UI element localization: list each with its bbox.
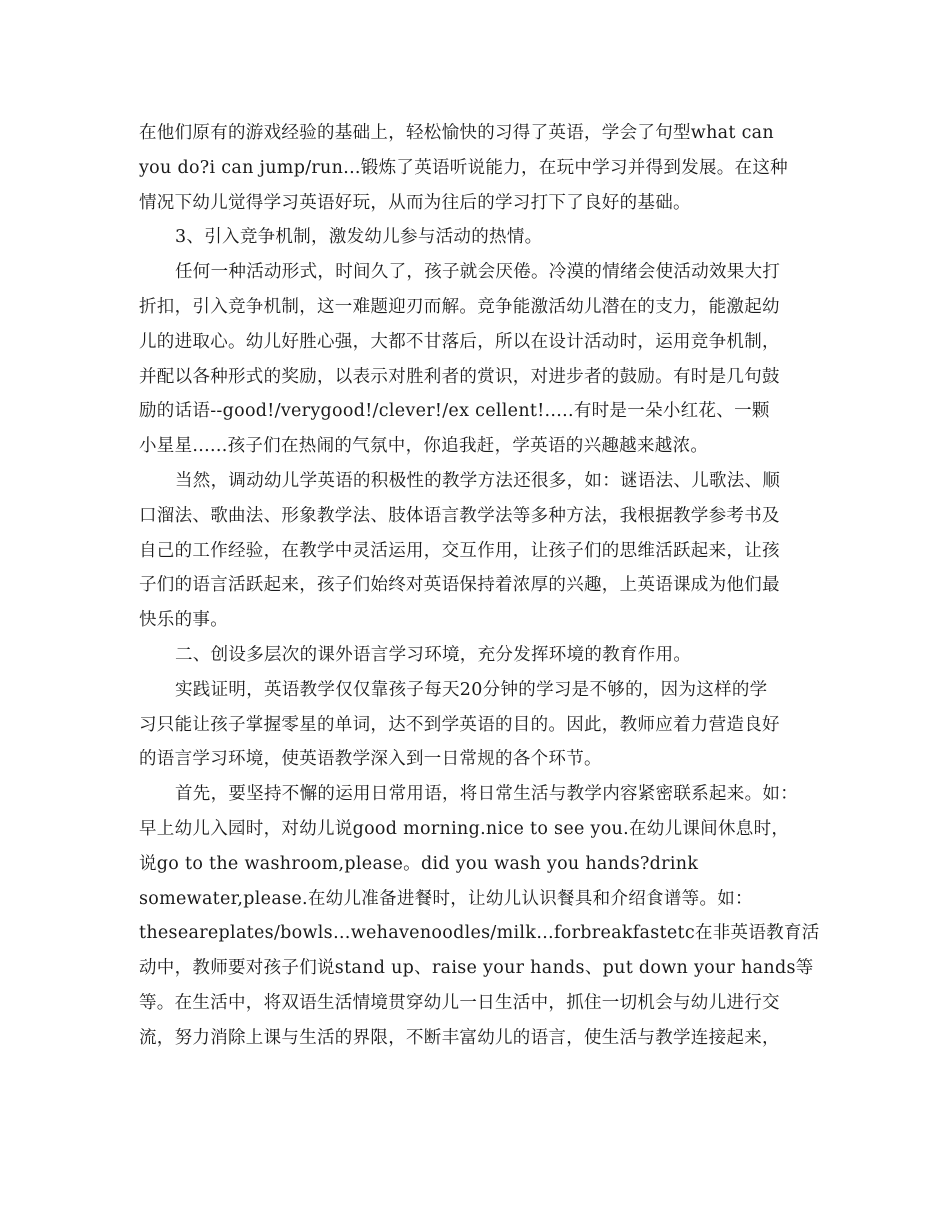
- text-line: 折扣，引入竞争机制，这一难题迎刃而解。竞争能激活幼儿潜在的支力，能激起幼: [139, 296, 780, 317]
- text-line: 子们的语言活跃起来，孩子们始终对英语保持着浓厚的兴趣，上英语课成为他们最: [139, 575, 780, 596]
- text-line: 实践证明，英语教学仅仅靠孩子每天20分钟的学习是不够的，因为这样的学: [175, 679, 768, 700]
- text-line: 快乐的事。: [139, 610, 228, 631]
- text-line: 习只能让孩子掌握零星的单词，达不到学英语的目的。因此，教师应着力营造良好: [139, 714, 780, 735]
- text-line: 自己的工作经验，在教学中灵活运用，交互作用，让孩子们的思维活跃起来，让孩: [139, 540, 780, 561]
- text-line: 儿的进取心。幼儿好胜心强，大都不甘落后，所以在设计活动时，运用竞争机制，: [139, 331, 780, 352]
- text-line: 在他们原有的游戏经验的基础上，轻松愉快的习得了英语，学会了句型what can: [139, 123, 774, 143]
- text-line: 并配以各种形式的奖励，以表示对胜利者的赏识，对进步者的鼓励。有时是几句鼓: [139, 366, 780, 387]
- section-heading: 3、引入竞争机制，激发幼儿参与活动的热情。: [175, 227, 543, 248]
- text-line: 等。在生活中，将双语生活情境贯穿幼儿一日生活中，抓住一切机会与幼儿进行交: [139, 992, 780, 1013]
- text-line: 情况下幼儿觉得学习英语好玩，从而为往后的学习打下了良好的基础。: [139, 192, 691, 213]
- text-line: 小星星......孩子们在热闹的气氛中，你追我赶，学英语的兴趣越来越浓。: [139, 436, 709, 457]
- text-line: somewater,please.在幼儿准备进餐时，让幼儿认识餐具和介绍食谱等。如：: [139, 888, 753, 909]
- text-line: 的语言学习环境，使英语教学深入到一日常规的各个环节。: [139, 749, 602, 770]
- text-line: theseareplates/bowls…wehavenoodles/milk…forbreakfastetc在非英语教育活: [139, 923, 820, 944]
- text-line: 首先，要坚持不懈的运用日常用语，将日常生活与教学内容紧密联系起来。如：: [175, 784, 798, 805]
- document-body: [139, 116, 819, 1056]
- text-line: 说go to the washroom,please。did you wash you hands?drink: [139, 853, 699, 874]
- text-line: 任何一种活动形式，时间久了，孩子就会厌倦。冷漠的情绪会使活动效果大打: [175, 262, 781, 283]
- text-line: 励的话语--good!/verygood!/clever!/ex cellent!.....有时是一朵小红花、一颗: [139, 401, 770, 422]
- section-heading: 二、创设多层次的课外语言学习环境，充分发挥环境的教育作用。: [175, 644, 692, 665]
- text-line: 早上幼儿入园时，对幼儿说good morning.nice to see you.在幼儿课间休息时，: [139, 818, 790, 839]
- text-line: 当然，调动幼儿学英语的积极性的教学方法还很多，如：谜语法、儿歌法、顺: [175, 470, 781, 491]
- text-line: you do?i can jump/run...锻炼了英语听说能力，在玩中学习并得到发展。在这种: [139, 157, 788, 178]
- text-line: 流，努力消除上课与生活的界限，不断丰富幼儿的语言，使生活与教学连接起来，: [139, 1027, 780, 1048]
- text-line: 口溜法、歌曲法、形象教学法、肢体语言教学法等多种方法，我根据教学参考书及: [139, 505, 780, 526]
- text-line: 动中，教师要对孩子们说stand up、raise your hands、put down your hands等: [139, 958, 814, 979]
